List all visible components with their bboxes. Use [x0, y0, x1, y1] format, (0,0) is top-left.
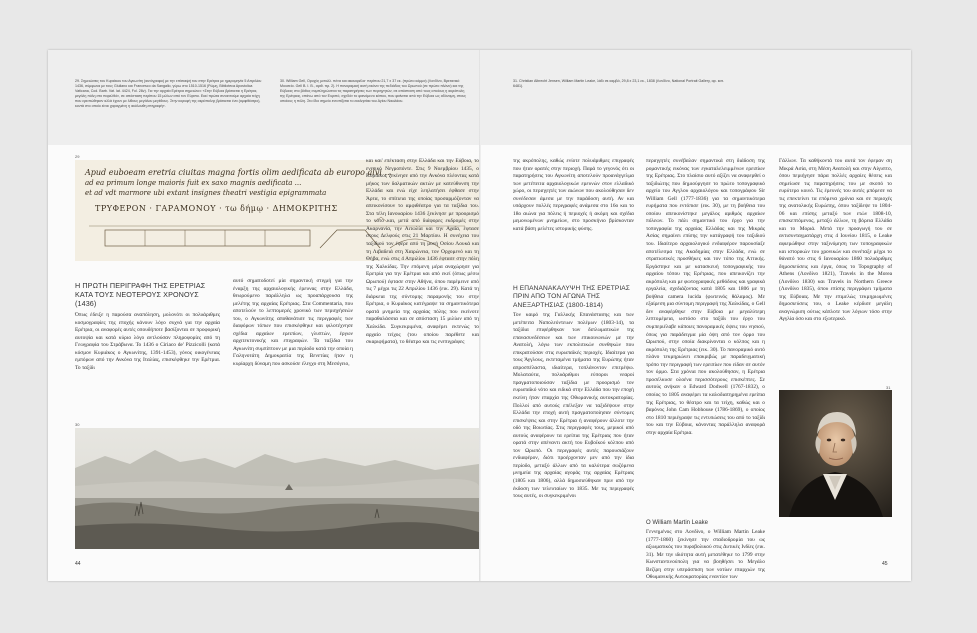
right-column-3-text: Γάλλων. Τα καθήκοντά του αυτά τον έφεραν ση Μικρά Ασία, στη Μέση Ανατολή και στην Αίγυπτο, όπου περιήγησε πάρα πολλές αρχαίες θέσεις και σημείωσε τις παρατηρήσεις του με σκοπό το ευρύτερο κοινό. Τις έρευνές του αυτές μπόρεσε να τις επεκτείνει τα επόμενα χρόνια και σε περιοχές της ανατολικής Ευρώπης, όπου ταξίδεψε το 1804-06 και επίσης μεταξύ των ετών 1808-10, επισκεπτόμενος, μεταξύ άλλων, τη βόρεια Ελλάδα και το Μοριά. Μετά την προαγωγή του σε αντισυνταγματάρχη στις 4 Ιουνίου 1815, ο Leake αφιερώθηκε στην ταξινόμηση των τοπογραφικών και ιστορικών του χρονικών και συνέταξε μέχρι το θάνατό του στις 6 Ιανουαρίου 1860 πολυάριθμες δημοσιεύσεις και έργα, όπως το Topography of Athens (Λονδίνο 1821), Travels in the Morea (Λονδίνο 1830) και Travels in Northern Greece (Λονδίνο 1835), όπου επίσης περιγράφει τμήματα της Εύβοιας. Με την επιμελώς τεκμηριωμένες δημοσιεύσεις του, ο Leake κέρδισε μεγάλη αναγνώριση ούτως κάπλοτε των λόγιων τόσο στην Αγγλία όσο και στο εξωτερικό. [779, 158, 892, 323]
right-column-1-bottom [513, 312, 634, 574]
right-column-2-leake [646, 529, 765, 581]
figure-30-panorama [75, 428, 479, 549]
panorama-drawing [75, 428, 479, 549]
figure-number-31: 31 [886, 385, 891, 390]
left-column-3 [366, 158, 479, 418]
portrait-painting [779, 390, 892, 517]
left-column-2 [233, 278, 353, 418]
manuscript-line-3: et ad vdt marmore ubi extant insignes theatri vestigia epigrammata [85, 189, 327, 197]
gutter [479, 50, 481, 581]
page-number-left: 44 [75, 561, 81, 567]
right-column-1-top-text: της ακρόπολης, καθώς ενίοτε πολυάριθμες επιγραφές που ήταν ορατές στην περιοχή. Παρά το γεγονός ότι οι παρατηρήσεις του Αγκωνίτη αποτελούν προανάγγελμα των μετέπειτα αρχαιολογικών ερευνών στον ελλαδικό χώρο, οι περιηγητές των αιώνων που ακολούθησαν δεν συνέδεσαν άμεσα με την παράδοση αυτή. Αν και υπάρχουν πολλές περιγραφές ανάμεσα στο 16ο και το 18ο αιώνα για πόλεις ή περιοχές ή ακόμη και σχέδια μεμονωμένων μνημείων, στο προσκήνιο βρίσκονταν κατά βάση μελέτες ιστορικής φύσης. [513, 158, 634, 232]
subheading-leake: Ο William Martin Leake [646, 520, 709, 526]
page-number-right: 45 [882, 561, 888, 567]
manuscript-inscription: ΤΡΥΦΕΡΟΝ · ΓΑΡΑΜΟΝΟΥ · τω δήμῳ · ΔΗΜΟΚΡΙΤΗΣ [95, 204, 338, 213]
manuscript-line-2: ad ea primum longe maioris fuit ex saxo magnis aedificata ... [85, 179, 302, 187]
caption-31: 31. Christian Albrecht Jensen, William Martin Leake, λάδι σε καμβά, 29,8 x 23,1 εκ., 1838 (Λονδίνο, National Portrait Gallery, αρ. κατ. 6481). [513, 79, 724, 88]
book-spread [48, 50, 911, 581]
left-column-2-text: αυτό σηματοδοτεί μία σημαντική στιγμή για την έναρξη της αρχαιολογικής έρευνας στην Ελλάδα, θεωρούμενο παράλληλα ως προαπάρχουσα της μελέτης της αρχαίας Ερέτριας. Στα Commentaria, που αποτελούν το λεπτομερές χρονικό των περιηγήσεών του, ο Αγκωνίτης αποθανάτισε τις περιγραφές των διαφόρων τόπων που επισκέφθηκε και φιλοτέχνησε σχέδια αρχαίων ερειπίων, γλυπτών, έργων αρχιτεκτονικής και επιγραφών. Τα ταξίδια του Αγκωνίτη συμπίπτουν με μια περίοδο κατά την οποία η Γαληνοτάτη Δημοκρατία της Βενετίας ήταν η κυρίαρχη δύναμη που ασκούσε έλεγχο στη Μεσόγειο, [233, 278, 353, 368]
caption-29: 29. Σημειώσεις του Κυριάκου του Αγκωνίτη (αυτόγραφο) με την επίσκεψή του στην Ερέτρια με ημερομηνία 5 Απριλίου 1436, σύμφωνα με τους Giuliano και Francesco da Sangallo, γύρω στο 1510-1516 (Ρώμη, Biblioteca Apostolica Vaticana, Cod. Barb. Vat. lat. 4424, Fol. 28v). Για την αρχαία Ερέτρια σημειώνει: «Στην Εύβοια βρίσκεται η Ερέτρια, μεγάλη πόλη στο παρελθόν, σε απόσταση περίπου 15 μιλίων από τον Εύριπο. Εκεί πρώτα συναντούμε αρχαία τείχη που ερειπώθηκαν αλλά έχουν με λίθους μεγάλου μεγέθους. Στην κορυφή της ακρόπολης βρίσκεται ένα (αμφιθέατρο), κοντά στο οποίο είναι χαραγμένη η ακόλουθη επιγραφή». [75, 79, 262, 108]
figure-31-portrait [779, 390, 892, 517]
figure-number-29: 29 [75, 154, 80, 159]
left-column-3-text: και και' επέκταση στην Ελλάδα και την Εύβοια, το ενετικό Νεγροπόντε. Στις 9 Νοεμβρίου 1435, ο Κυριάκος ξεκίνησε από την Ανκόνα πλέοντας κατά μήκος των δαλματικών ακτών με κατεύθυνση την Ελλάδα και ενώ είχε λεηλατήσει έφθασε στην Άρτα, το σπίτιεια της οποίας προσαρμόζονταν να απεικονίσουν το αμφιθέατρο για τα ταξίδια του. Στα τέλη Ιανουαρίου 1436 ξεκίνησε με προορισμό το νότο και, μετά από διάφορες εκδρομές στην Ακαρνανία, την Αιτωλία και την Αχαΐα, έφτασε στους Δελφούς στις 21 Μαρτίου. Η συνέχεια του ταξιδιού τον έφερε από τη μονή Οσίου Λουκά και τη Λιβαδειά στη Χαιρώνεια, τον Ορχομενό και τη Θήβα, ενώ στις 4 Απριλίου 1436 έφτασε στην πόλη της Χαλκίδας. Την επόμενη μέρα αναχώρησε για Ερετρία για την Ερέτρια και από εκεί (όπως μέσω Ωρωπού) έφτασε στην Αθήνα, όπου παρέμεινε από τις 7 μέχρι τις 22 Απριλίου 1436 (εικ. 29). Κατά τη διάρκεια της σύντομης παραμονής του στην Ερέτρια, ο Κυριάκος κατέγραψε τα σημαντικότερα ορατά μνημεία της αρχαίας πόλης που εκείνοτε παραθαλάσσια και σε απόσταση 15 μιλίων από τη Χαλκίδα. Συγκεκριμένα, αναφέρει εκτενώς το αρχαίο τείχος (του οποίου παρέθετε και σκαριφήματα), το θέατρο και τις ενεπιγράφες [366, 158, 479, 346]
caption-30: 30. William Gell, Ορυχός μεταλλ. πένα και ακουαρέλα· περίπου 21,7 x 37 εκ. (πρώτο κόμμα) (Λονδίνο, Βρετανικό Μουσείο. Gell B. I. B., αριθ. πρ. 2). Η πανοραμική αυτή εικόνα της πεδιάδας του Ωρωπού (σε πρώτο πλάνο) και της Εύβοιας στο βάθος συμπληρώνεται τις παρατηρήσεις των περιηγητών, σε απόσταση από τους οποίους η ακρόπολη της Ερέτριας, επάνω από τον Ευριπό, σχεδόν το φαινόμενο κάπου, που φαίνεται από την Εύβοια ως αδύναμη, στους οποίους η πόλη. Στο ίδιο σημείο εντοπίζεται το εκκλησάκι του Αγίου Νικολάου. [280, 79, 467, 103]
right-column-2-text: περιηγητές συνέβαλαν σημαντικά στη διάδοση της ρομαντικής εικόνας των εγκαταλελειμμένων ερειπίων της Ερέτριας. Στο πλαίσιο αυτό αξίζει να αναφερθεί ο ταξιδιώτης που δημιούργησε το πρώτο τοπογραφικό αρχείο του Αγγλου αρχαιολόγου και τοπογράφου Sir William Gell (1777-1836) για τα σημαντικότερα ευρήματα που εντόπισε (εικ. 30), με τη βοήθεια του οποίου απεικονίστηκε μεγάλος αριθμός αρχαίων πόλεων. Το πάλι σημαντικό του έργο για την τοπογραφία της αρχαίας Ελλάδας και της Μικράς Ασίας σημαίνει επίσης την κατάγραφή του ταξιδιού του. Ιδιαίτερο αρχαιολογικό ενδιαφέρον παρουσίαζε αποτέλεσμα της Ακαδημίας στην Ελλάδα, ενώ σε στρατιωτικές προσθήκες και τον τόπο της Αττικής. Εργάστηκε και με κατασκευή τοπογραφικής του αρχαίου τόπου της Ερέτριας, που απεικονίζει την ακρόπολη και με φωτογραφικές μεθόδους και γραφικά εργαλεία, σχεδιάζοντας κατά 1805 και 1806 με τη βοήθεια camera lucida (φωτεινός θάλαμος). Με εξαίρεση μια σύντομη περιγραφή της Χαλκίδας, ο Gell δεν αναφέρθηκε στην Εύβοια με μεγαλύτερη λεπτομέρεια, ωστόσο στο ταξίδι του έργο του συμπεριέλαβε κάποιες πανοραμικές όψεις του νησιού, όπως για παράδειγμα μία όψη από τον όρμο του Ωρωπού, στην οποία διακρίνονται ο κόλπος και η ακρόπολη της Ερέτριας (εικ. 30). Το πανοραμικό αυτό πλάνο τεκμηριώνει επακριβώς με παραδειγματική τρόπο την περιγραφή των ερειπίων που είδαν σε αυτόν τον όρμο. Στα χρόνια που ακολούθησαν, η Ερέτρια προσέλκυσε ολοένα περισσότερους επισκέπτες. Σε αυτούς ανήκαν ο Edward Dodwell (1767-1832), ο οποίος το 1805 αναφέρει τα καλοδιατηρημένα ερείπια της Ερέτριας, το θέατρο και τα τείχη, καθώς και ο βαρόνος John Cam Hobhouse (1786-1869), ο οποίος στο 1810 περιέγραψε τις εντυπώσεις του από το ταξίδι του και την Εύβοια, κάνοντας παράλληλα αναφορά στην αρχαία Ερέτρια. [646, 158, 765, 436]
right-column-1-top [513, 158, 634, 282]
right-column-1-bottom-text: Τον καιρό της Γαλλικής Επανάστασης και των μετέπειτα Ναπολεόντειων πολέμων (1803-14), τα ταξίδια επιφέρθηκαν των διπλωματικών της επανασυνδέσεων και των επικοινωνιών με την Ανατολή, λόγω των εκπολιτικών συνθηκών που επικρατούσαν στις ευρωπαϊκές περιοχές. Ιδιαίτερα για τους Άγγλους, εκτεταμένα τμήματα της Ευρώπης ήταν απροσπέλαστα, ιδιαίτερα, τοπλάνοντον επιτρέψω. Μολαταύτα, πολυάριθμοι εύποροι νεαροί πραγματοποιούσαν ταξίδια με προορισμό τον ευρωπαϊκό νότο και ειδικά στην Ελλάδα που την εποχή εκείνη ήταν επαρχία της Οθωμανικής αυτοκρατορίας. Πολλοί από αυτούς επέλεξαν να ταξιδέψουν στην Ελλάδα την εποχή αυτή πραγματοποίησαν σύντομες επισκέψεις και στην Ερέτρια ή αναφέρουν άλλοτε την οδό της Βοιωτίας. Στις περιγραφές τους, μερικοί από αυτούς αναφέρουν τα ερείπια της Ερέτριας που ήταν ορατά στην απέναντι ακτή του Ευβοϊκού κόλπου από τον Ωρωπό. Οι περιγραφές αυτές παρουσιάζουν ενδιαφέρον, διότι προέρχονταν μεν από την ίδια περίοδο, μεταξύ άλλων από τα καλύτερα σωζόμενα μνημεία της αρχαίας αγοράς της αρχαίας Ερέτριας (1805 και 1806), αλλά δημοσιεύθηκαν πριν από την έκδοση των τελευταίων το 1835. Με τις περιγραφές τους αυτές, οι συγκεκριμένοι [513, 312, 634, 500]
figure-number-30: 30 [75, 422, 80, 427]
right-column-2 [646, 158, 765, 518]
right-column-2-leake-text: Γεννημένος στο Λονδίνο, ο William Martin Leake (1777-1860) ξεκίνησε την σταδιοδρομία του ως αξιωματικός του πυροβολικού στις Δυτικές Ινδίες (εικ. 31). Με την ιδιότητα αυτή μετατέθηκε το 1799 στην Κωνσταντινούπολη για να βοηθήσει το Μεγάλο Βεζίρη στην υπεράσπιση των νοτίων επαρχιών της Οθωμανικής Αυτοκρατορίας εναντίον των [646, 529, 765, 581]
left-column-1-text: Όπως έδειξε η παρούσα αναπόληση, μολονότι οι πολυάριθμες κοσμογραφίες της εποχής κάνουν λόγο συχνά για την αρχαία Ερέτρια, οι αναφορές αυτές οπουδήποτε βασίζονται σε προφορική αυτοψία και κατά κύριο λόγο αντλούσαν πληροφορίες από τη Γεωγραφία του Στράβωνα. Το 1436 ο Ciriaco de' Pizzicolli (κατά κόσμον Κυριάκος ο Αγκωνίτης, 1391-1453), γόνος οικογένειας εμπόρων από την Ανκόνα της Ιταλίας, επισκέφθηκε την Ερέτρια. Το ταξίδι [75, 312, 220, 371]
heading-rediscovery: Η ΕΠΑΝΑΝΑΚΑΛΥΨΗ ΤΗΣ ΕΡΕΤΡΙΑΣ ΠΡΙΝ ΑΠΟ ΤΟΝ ΑΓΩΝΑ ΤΗΣ ΑΝΕΞΑΡΤΗΣΙΑΣ (1800-1814) [513, 285, 630, 309]
manuscript-line-1: Apud euboeam eretria ciuitas magna fortis olim aedificata ab europo alvi ... [85, 168, 393, 177]
right-column-3 [779, 158, 892, 386]
left-column-1 [75, 312, 220, 418]
heading-first-description: Η ΠΡΩΤΗ ΠΕΡΙΓΡΑΦΗ ΤΗΣ ΕΡΕΤΡΙΑΣ ΚΑΤΑ ΤΟΥΣ ΝΕΟΤΕΡΟΥΣ ΧΡΟΝΟΥΣ (1436) [75, 281, 206, 308]
